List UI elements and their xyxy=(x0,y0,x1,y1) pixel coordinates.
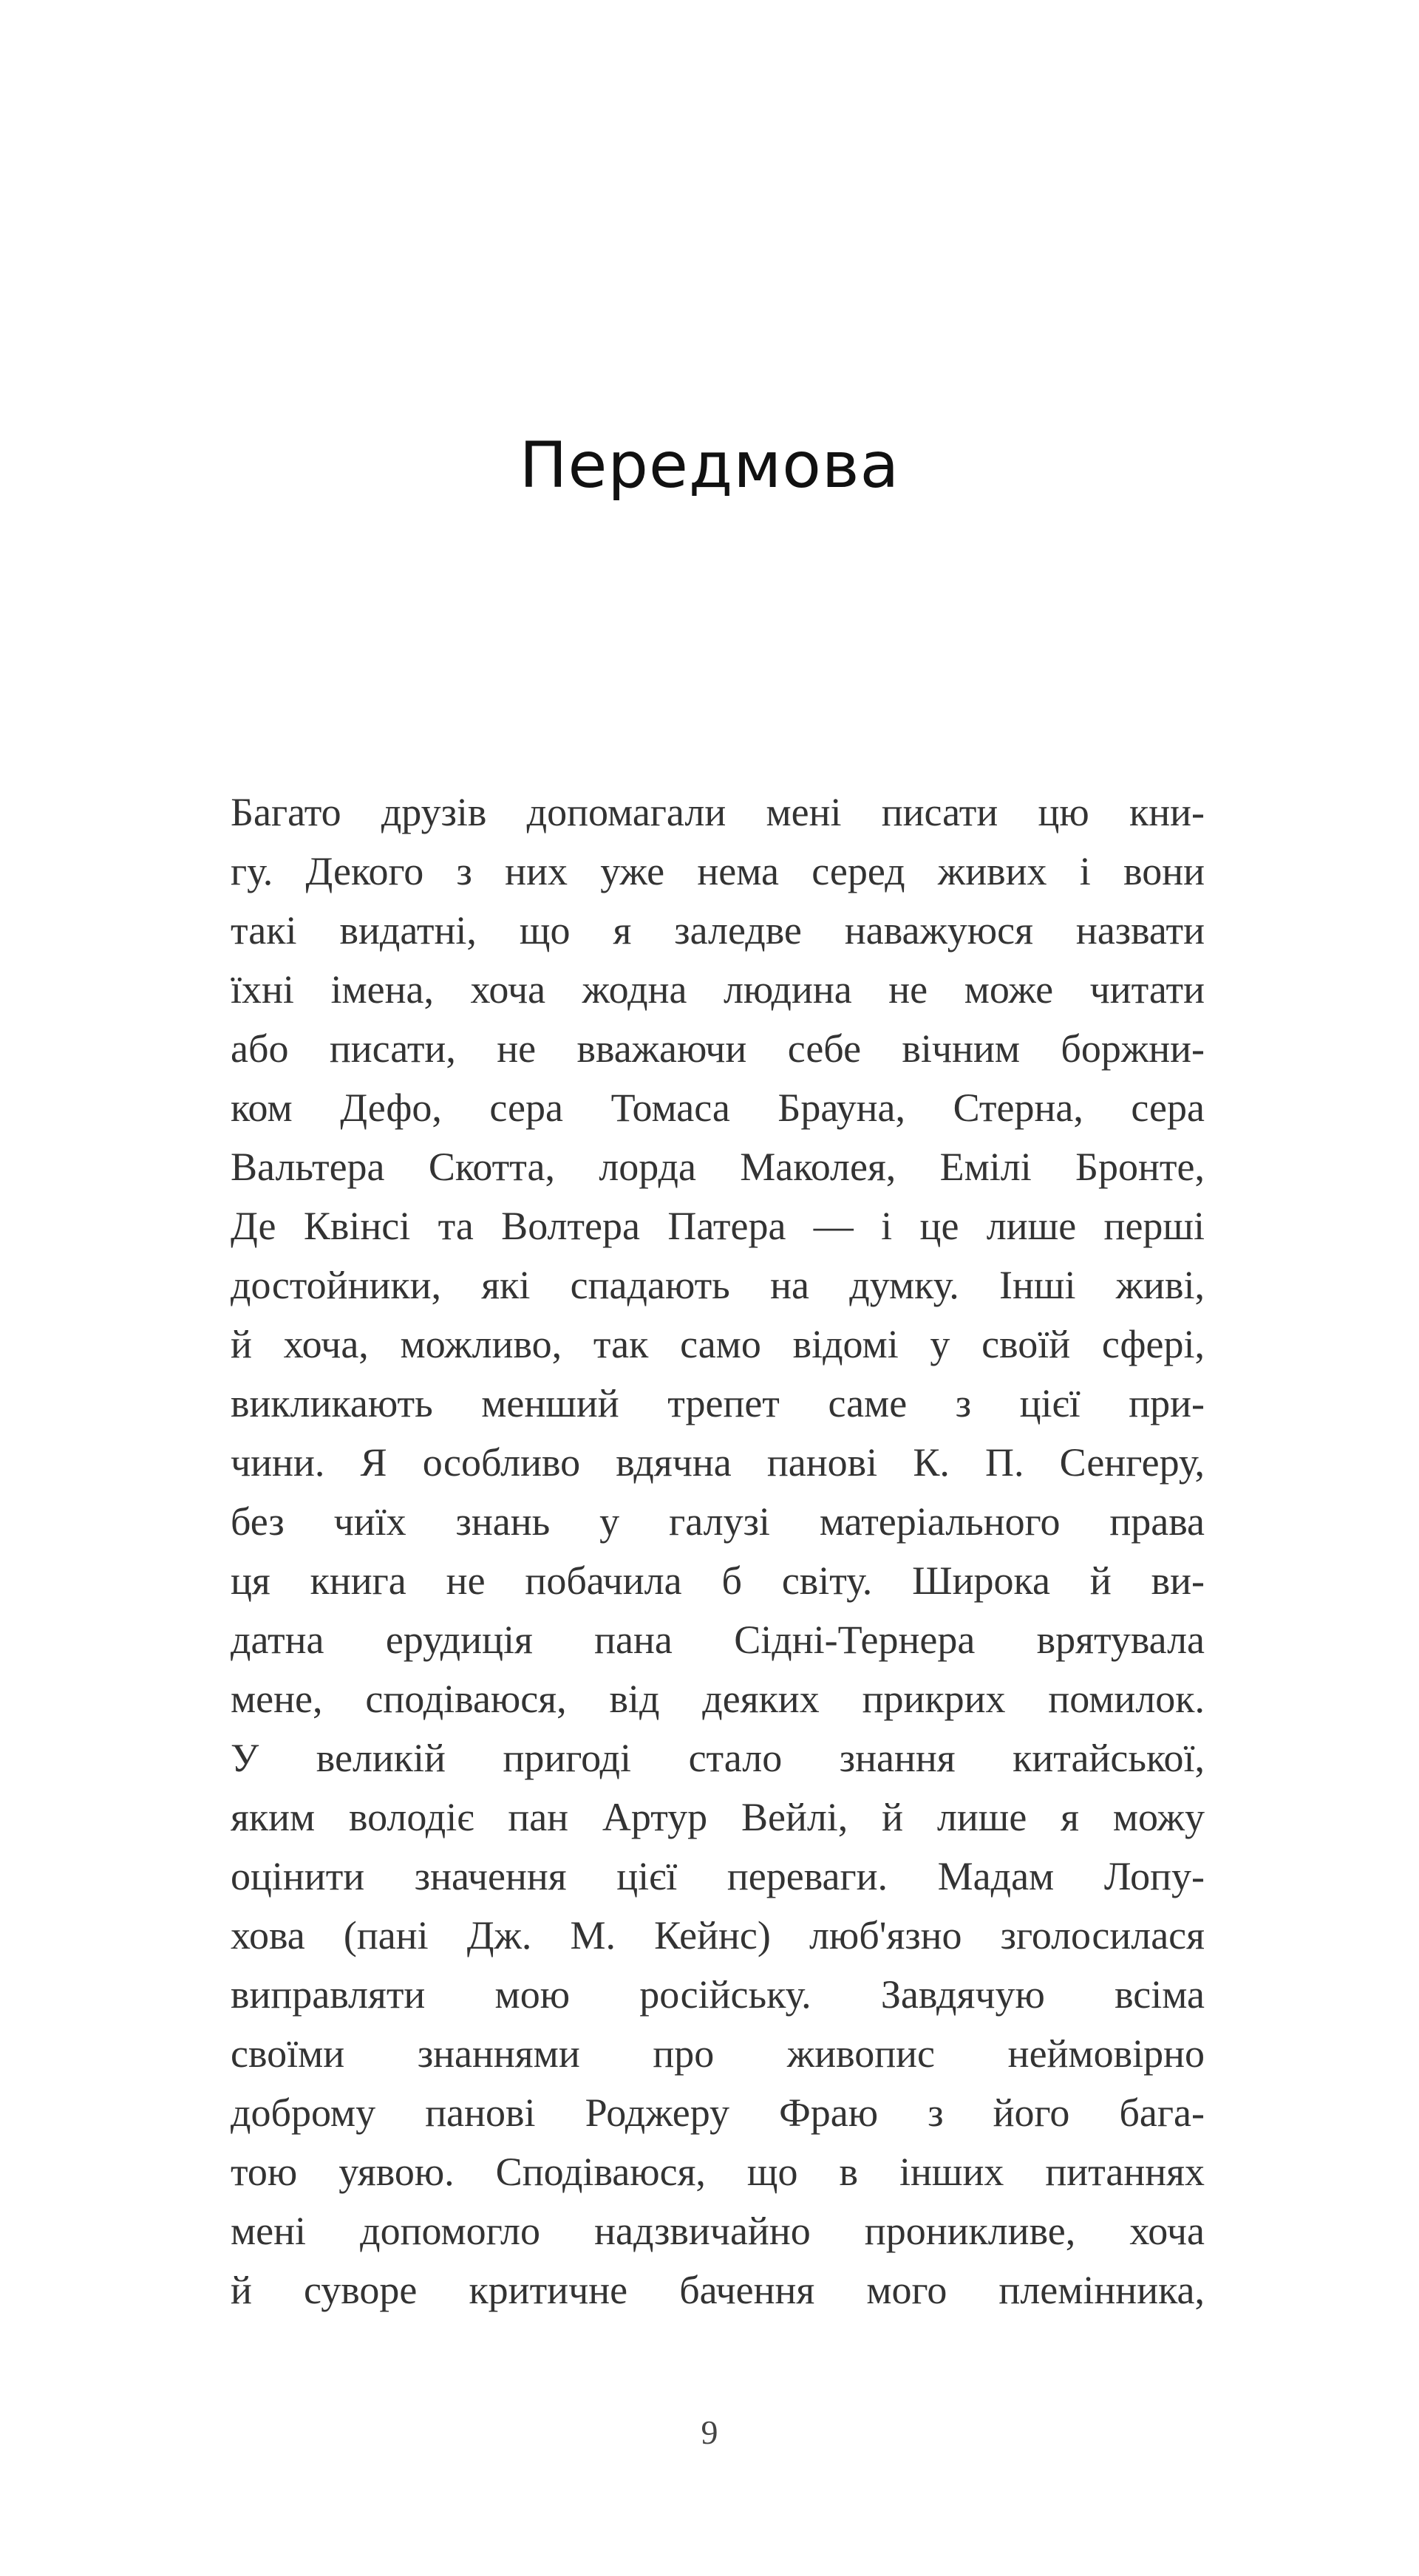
text-line: ця книга не побачила б світу. Широка й ви- xyxy=(231,1558,1205,1603)
text-line: або писати, не вважаючи себе вічним боржни- xyxy=(231,1026,1205,1071)
text-line: хова (пані Дж. М. Кейнс) люб'язно зголосилася xyxy=(231,1913,1205,1957)
body-text xyxy=(231,783,1205,2320)
text-line: своїми знаннями про живопис неймовірно xyxy=(231,2031,1205,2076)
text-line: такі видатні, що я заледве наважуюся назвати xyxy=(231,908,1205,953)
text-line: викликають менший трепет саме з цієї при- xyxy=(231,1381,1205,1425)
text-line: достойники, які спадають на думку. Інші живі, xyxy=(231,1263,1205,1307)
page-number: 9 xyxy=(701,2413,718,2451)
text-line: Де Квінсі та Волтера Патера — і це лише перші xyxy=(231,1204,1205,1248)
text-line: оцінити значення цієї переваги. Мадам Лопу- xyxy=(231,1854,1205,1898)
text-line: гу. Декого з них уже нема серед живих і вони xyxy=(231,849,1205,893)
text-line: У великій пригоді стало знання китайської, xyxy=(231,1736,1205,1780)
text-line: чини. Я особливо вдячна панові К. П. Сенгеру, xyxy=(231,1440,1205,1485)
text-line: доброму панові Роджеру Фраю з його бага- xyxy=(231,2091,1205,2135)
text-line: Багато друзів допомагали мені писати цю кни- xyxy=(231,790,1205,834)
text-line: мені допомогло надзвичайно проникливе, хоча xyxy=(231,2209,1205,2253)
text-line: їхні імена, хоча жодна людина не може читати xyxy=(231,967,1205,1012)
text-line: тою уявою. Сподіваюся, що в інших питаннях xyxy=(231,2150,1205,2194)
text-line: й хоча, можливо, так само відомі у своїй сфері, xyxy=(231,1322,1205,1366)
text-line: без чиїх знань у галузі матеріального права xyxy=(231,1499,1205,1544)
text-line: датна ерудиція пана Сідні-Тернера врятувала xyxy=(231,1618,1205,1662)
text-line: мене, сподіваюся, від деяких прикрих помилок. xyxy=(231,1677,1205,1721)
text-line: Вальтера Скотта, лорда Маколея, Емілі Бронте, xyxy=(231,1145,1205,1189)
text-line: ком Дефо, сера Томаса Брауна, Стерна, сера xyxy=(231,1086,1205,1130)
chapter-title: Передмова xyxy=(519,429,900,502)
text-line: яким володіє пан Артур Вейлі, й лише я можу xyxy=(231,1795,1205,1839)
text-line: виправляти мою російську. Завдячую всіма xyxy=(231,1972,1205,2017)
text-line: й суворе критичне бачення мого племінника, xyxy=(231,2268,1205,2312)
